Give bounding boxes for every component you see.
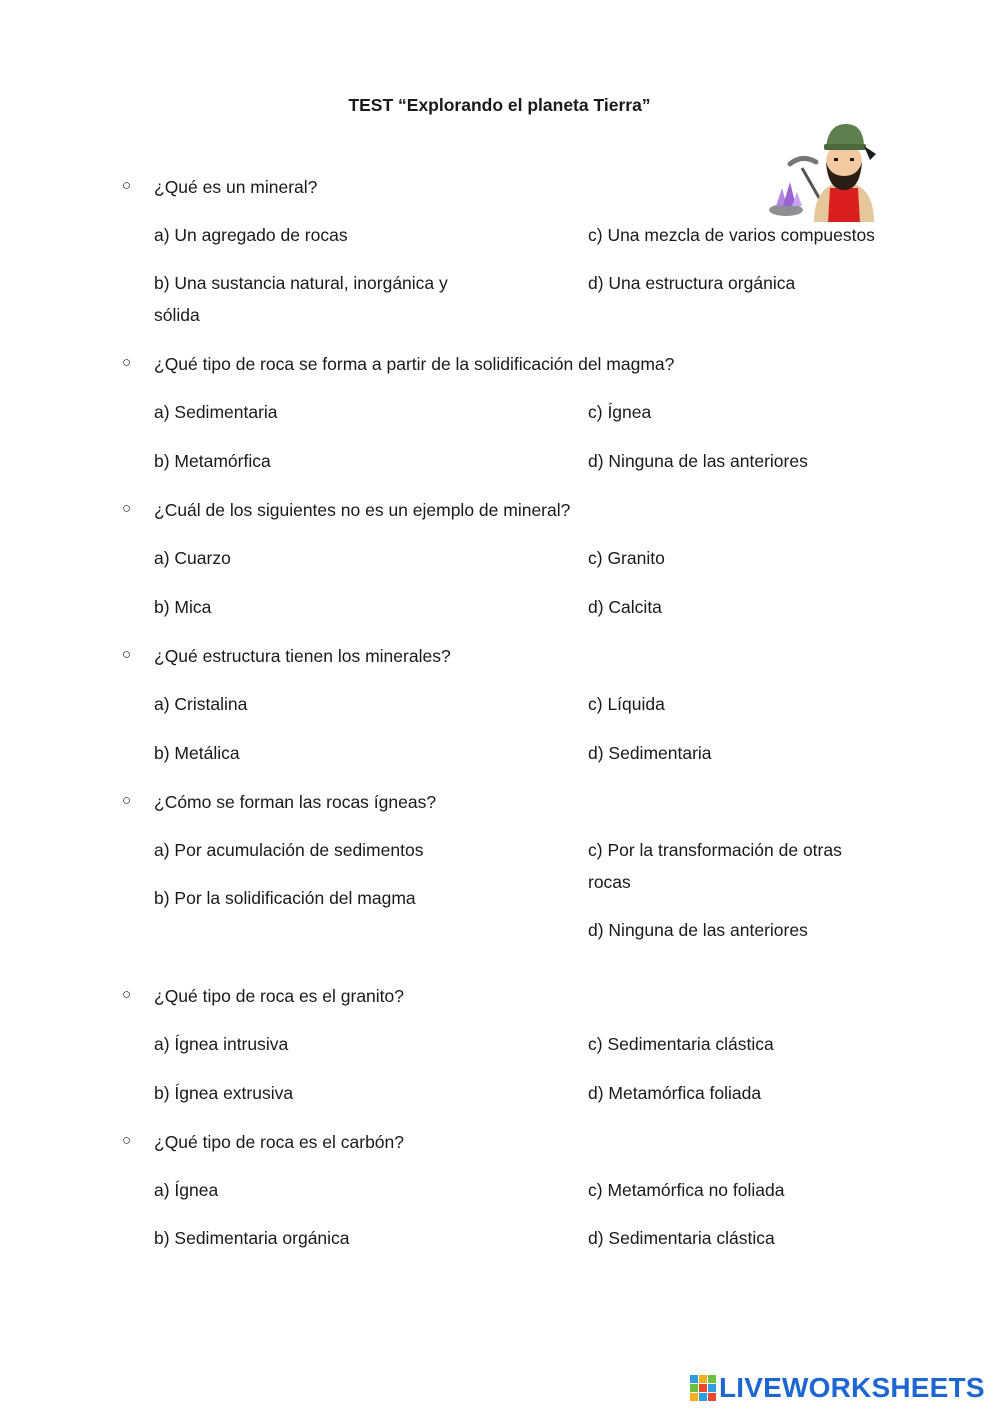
page-title: TEST “Explorando el planeta Tierra” <box>348 95 651 115</box>
answer-option-d[interactable]: d) Calcita <box>588 597 662 617</box>
answer-option-a[interactable]: a) Cristalina <box>154 694 248 714</box>
answer-option-c[interactable]: c) Metamórfica no foliada <box>588 1180 785 1200</box>
answer-option-b[interactable]: b) Por la solidificación del magma <box>154 888 416 908</box>
answer-option-b[interactable]: b) Sedimentaria orgánica <box>154 1228 350 1248</box>
answer-option-c[interactable]: c) Sedimentaria clástica <box>588 1034 774 1054</box>
answer-option-d[interactable]: d) Una estructura orgánica <box>588 273 796 293</box>
geologist-icon <box>766 118 886 223</box>
answer-option-c[interactable]: c) Una mezcla de varios compuestos <box>588 225 875 245</box>
answer-option-a[interactable]: a) Por acumulación de sedimentos <box>154 840 424 860</box>
question-text: ¿Qué estructura tienen los minerales? <box>154 646 451 666</box>
question-text: ¿Qué tipo de roca se forma a partir de la solidificación del magma? <box>154 354 675 374</box>
answer-option-d[interactable]: d) Sedimentaria <box>588 743 712 763</box>
answer-option-a[interactable]: a) Un agregado de rocas <box>154 225 348 245</box>
answer-option-d[interactable]: d) Metamórfica foliada <box>588 1083 762 1103</box>
question-text: ¿Qué es un mineral? <box>154 177 318 197</box>
answer-option-b[interactable]: b) Mica <box>154 597 212 617</box>
question-text: ¿Qué tipo de roca es el granito? <box>154 986 405 1006</box>
question-bullet: ○ <box>122 1132 132 1149</box>
answer-option-b[interactable]: b) Metálica <box>154 743 240 763</box>
question-bullet: ○ <box>122 177 132 194</box>
liveworksheets-logo[interactable] <box>690 1372 985 1404</box>
answer-option-d[interactable]: d) Sedimentaria clástica <box>588 1228 775 1248</box>
answer-option-b[interactable]: b) Metamórfica <box>154 451 271 471</box>
answer-option-c[interactable]: c) Líquida <box>588 694 665 714</box>
answer-option-d[interactable]: d) Ninguna de las anteriores <box>588 920 808 940</box>
question-bullet: ○ <box>122 986 132 1003</box>
answer-option-b[interactable]: b) Ígnea extrusiva <box>154 1083 294 1103</box>
answer-option-a[interactable]: a) Ígnea intrusiva <box>154 1034 289 1054</box>
answer-option-a[interactable]: a) Sedimentaria <box>154 402 278 422</box>
answer-option-c[interactable]: c) Por la transformación de otras rocas <box>588 840 842 892</box>
answer-option-a[interactable]: a) Cuarzo <box>154 548 231 568</box>
answer-option-d[interactable]: d) Ninguna de las anteriores <box>588 451 808 471</box>
question-text: ¿Cómo se forman las rocas ígneas? <box>154 792 437 812</box>
liveworksheets-logo-text: LIVEWORKSHEETS <box>719 1372 985 1403</box>
question-text: ¿Qué tipo de roca es el carbón? <box>154 1132 405 1152</box>
question-bullet: ○ <box>122 500 132 517</box>
answer-option-a[interactable]: a) Ígnea <box>154 1180 219 1200</box>
question-bullet: ○ <box>122 354 132 371</box>
question-bullet: ○ <box>122 646 132 663</box>
question-bullet: ○ <box>122 792 132 809</box>
question-text: ¿Cuál de los siguientes no es un ejemplo de mineral? <box>154 500 571 520</box>
liveworksheets-logo-icon <box>690 1375 716 1401</box>
answer-option-c[interactable]: c) Ígnea <box>588 402 652 422</box>
answer-option-b[interactable]: b) Una sustancia natural, inorgánica y sólida <box>154 273 448 325</box>
answer-option-c[interactable]: c) Granito <box>588 548 665 568</box>
